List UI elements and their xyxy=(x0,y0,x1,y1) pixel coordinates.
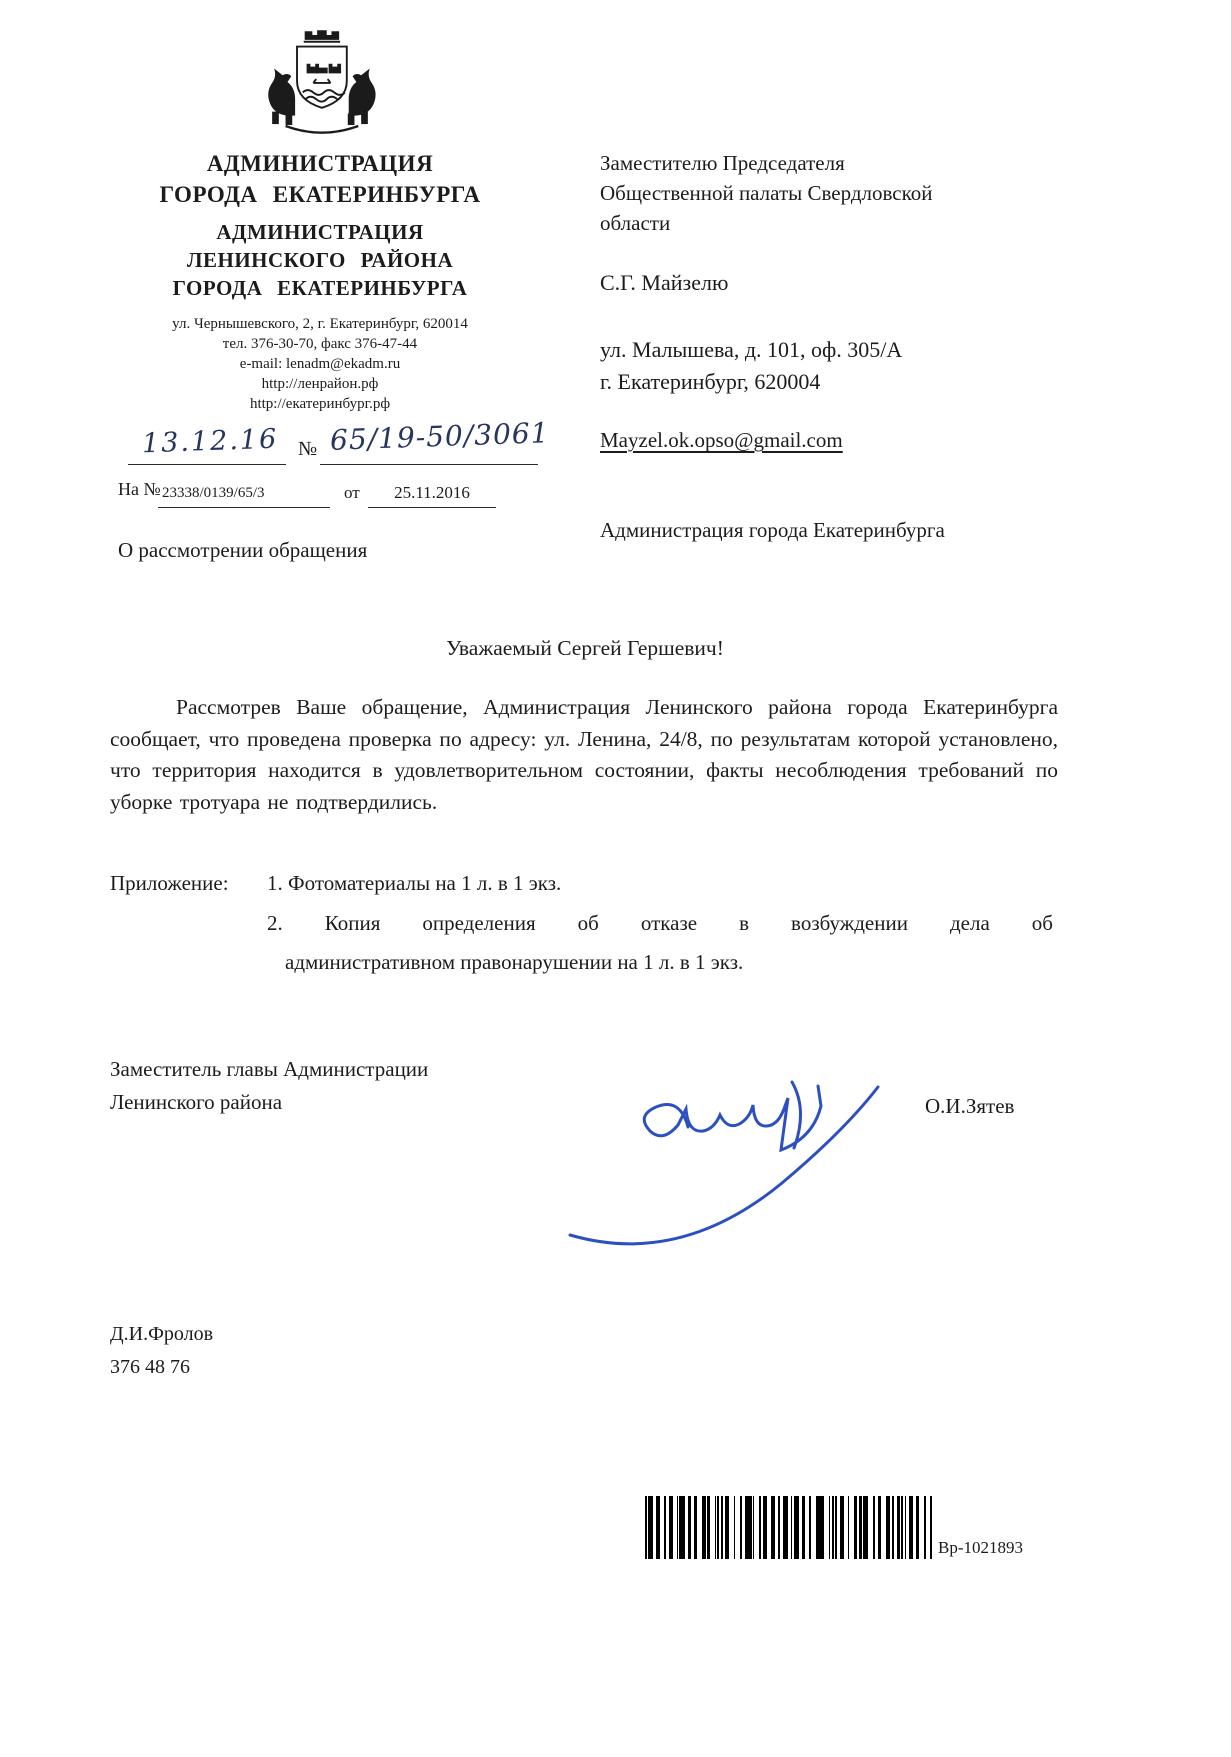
sender-org-district-line3: ГОРОДА ЕКАТЕРИНБУРГА xyxy=(172,276,468,300)
handwritten-signature xyxy=(540,1030,930,1260)
incoming-ref-label: На № xyxy=(118,479,161,499)
bear-supporter-icon xyxy=(268,69,295,116)
sender-org-city xyxy=(95,148,545,210)
incoming-number-underline xyxy=(158,507,330,508)
sender-website-city: http://екатеринбург.рф xyxy=(249,396,391,412)
executor-phone: 376 48 76 xyxy=(110,1356,190,1378)
salutation: Уважаемый Сергей Гершевич! xyxy=(446,636,724,660)
handwritten-outgoing-date: 13.12.16 xyxy=(141,423,279,460)
signer-position-line2: Ленинского района xyxy=(110,1090,283,1114)
attachment-item-2-line2: административном правонарушении на 1 л. в 1 экз. xyxy=(285,950,744,974)
sender-website-district: http://ленрайон.рф xyxy=(261,376,379,392)
attachments-label: Приложение: xyxy=(110,871,229,895)
signer-position xyxy=(110,1053,530,1119)
sender-org-district xyxy=(95,218,545,302)
sender-contact-block xyxy=(95,314,545,414)
sender-org-city-line1: АДМИНИСТРАЦИЯ xyxy=(206,151,434,176)
recipient-position-line1: Заместителю Председателя xyxy=(600,151,845,175)
recipient-position-line2: Общественной палаты Свердловской xyxy=(600,181,933,205)
sender-email: e-mail: lenadm@ekadm.ru xyxy=(239,356,401,372)
sable-supporter-icon xyxy=(349,69,376,116)
number-sign: № xyxy=(298,438,318,460)
attachment-item-2-line1: 2. Копия определения об отказе в возбуждении дела об xyxy=(267,911,1053,935)
barcode-label: Вр-1021893 xyxy=(938,1538,1023,1557)
signer-position-line1: Заместитель главы Администрации xyxy=(110,1057,429,1081)
copy-to-line: Администрация города Екатеринбурга xyxy=(600,518,945,542)
sender-postal-address: ул. Чернышевского, 2, г. Екатеринбург, 620014 xyxy=(172,316,468,332)
sender-org-district-line1: АДМИНИСТРАЦИЯ xyxy=(216,220,424,244)
yekaterinburg-coat-of-arms xyxy=(253,22,387,140)
recipient-email: Mayzel.ok.opso@gmail.com xyxy=(600,428,843,452)
handwritten-outgoing-number: 65/19-50/3061 xyxy=(329,416,550,457)
shield-shape xyxy=(297,47,347,108)
sender-org-city-line2: ГОРОДА ЕКАТЕРИНБУРГА xyxy=(159,182,481,207)
incoming-date-underline xyxy=(368,507,496,508)
sender-org-district-line2: ЛЕНИНСКОГО РАЙОНА xyxy=(186,248,454,272)
recipient-position-line3: области xyxy=(600,211,671,235)
executor-block xyxy=(110,1318,213,1384)
attachment-item-1: 1. Фотоматериалы на 1 л. в 1 экз. xyxy=(267,871,562,895)
scroll-base-shape xyxy=(286,126,359,133)
number-underline xyxy=(320,464,538,465)
date-underline xyxy=(128,464,286,465)
sender-phone-fax: тел. 376-30-70, факс 376-47-44 xyxy=(222,336,418,352)
registration-barcode xyxy=(645,1496,932,1559)
incoming-date: 25.11.2016 xyxy=(394,483,470,502)
recipient-position xyxy=(600,148,1040,238)
incoming-from-label: от xyxy=(344,483,360,502)
recipient-address-line2: г. Екатеринбург, 620004 xyxy=(600,369,821,394)
recipient-address-line1: ул. Малышева, д. 101, оф. 305/А xyxy=(600,337,903,362)
letter-subject: О рассмотрении обращения xyxy=(118,538,368,562)
incoming-ref-number: 23338/0139/65/3 xyxy=(162,485,265,501)
crown-icon xyxy=(306,31,339,39)
body-paragraph: Рассмотрев Ваше обращение, Администрация Ленинского района города Екатеринбурга сообщает, что проведена проверка по адресу: ул. Ленина, 24/8, по результатам которой установлено, что территория находится в удовлетворительном состоянии, факты несоблюдения требований по уборке тротуара не подтвердились. xyxy=(110,695,1058,814)
recipient-address xyxy=(600,334,1040,398)
signer-name: О.И.Зятев xyxy=(925,1094,1015,1118)
recipient-name: С.Г. Майзелю xyxy=(600,270,729,295)
executor-name: Д.И.Фролов xyxy=(110,1323,214,1345)
